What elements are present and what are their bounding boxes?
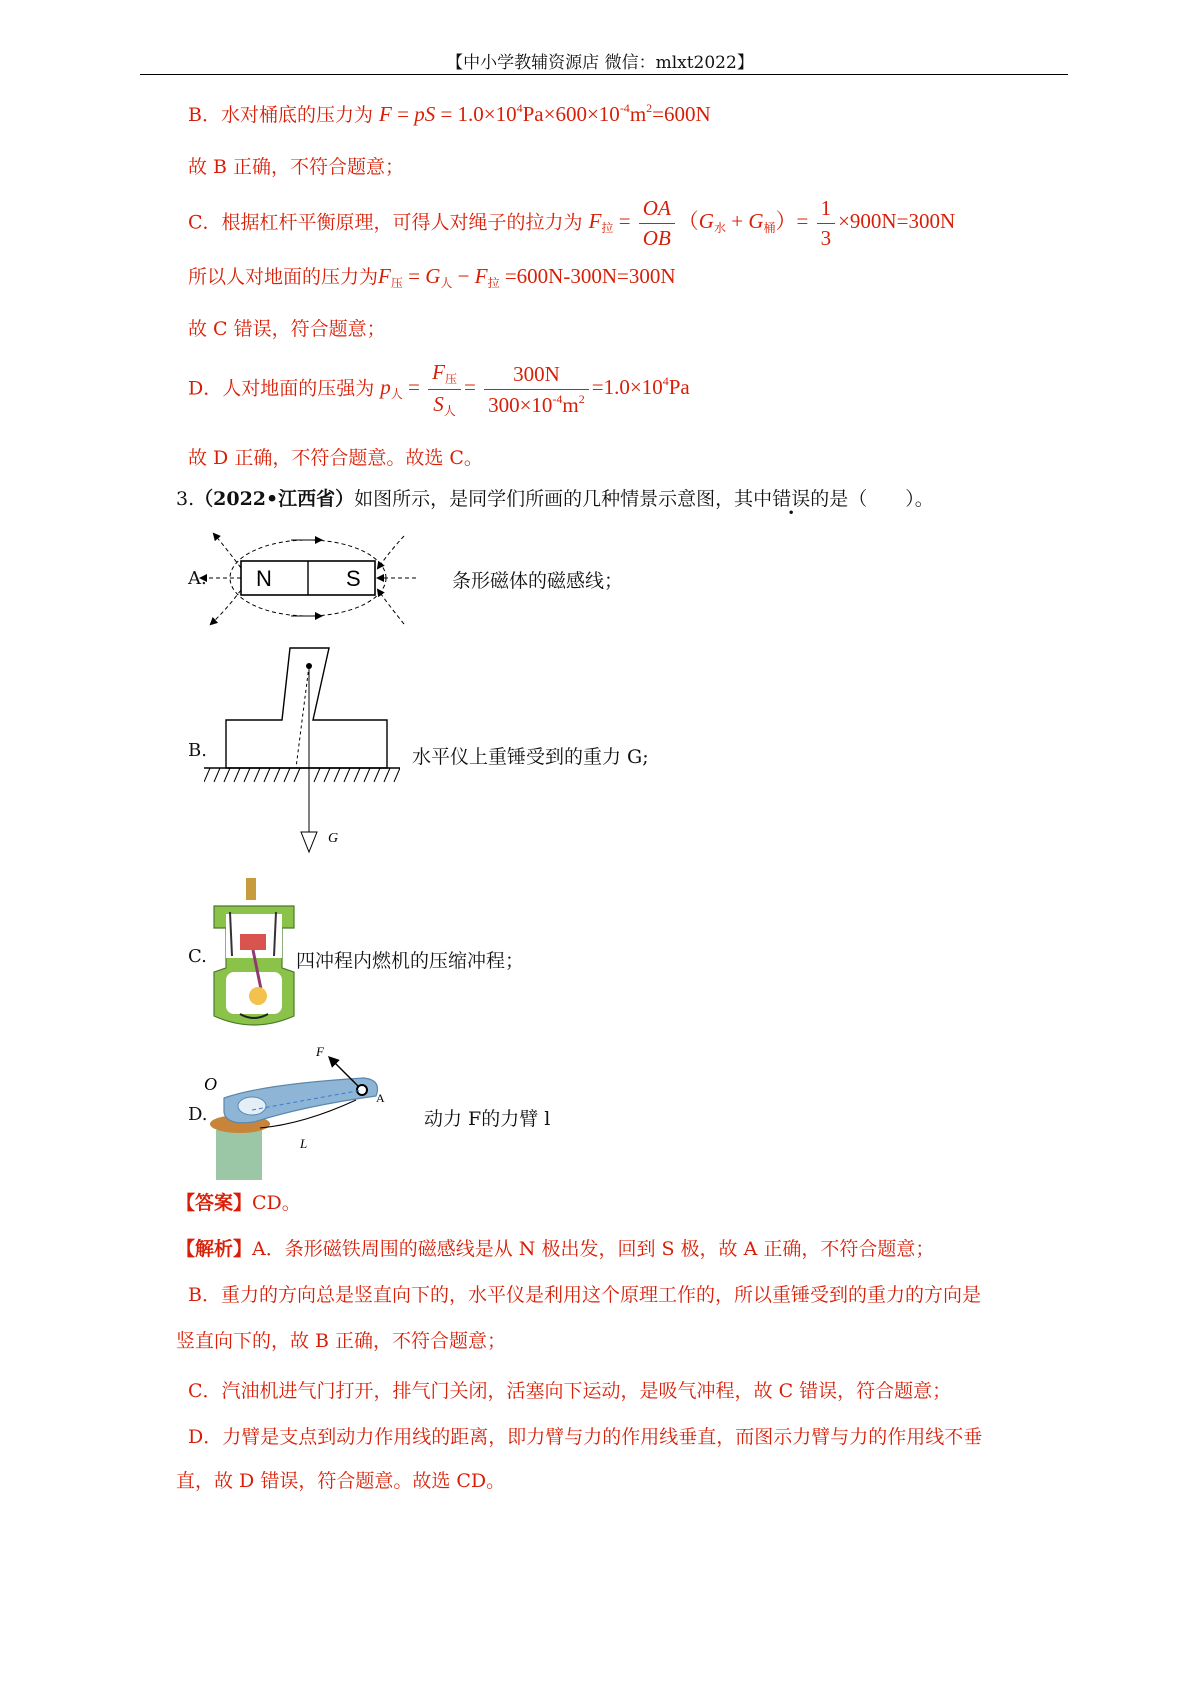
analysis-a: A．条形磁铁周围的磁感线是从 N 极出发，回到 S 极，故 A 正确，不符合题意； bbox=[252, 1238, 935, 1260]
lever-arm-label: L bbox=[300, 1136, 308, 1151]
prev-c-line bbox=[188, 196, 955, 251]
magnet-n-pole: N bbox=[256, 566, 272, 591]
analysis-a-line bbox=[176, 1234, 934, 1261]
option-a-label: A. bbox=[188, 568, 207, 589]
piston bbox=[240, 934, 266, 950]
magnet-s-pole: S bbox=[346, 566, 361, 591]
prev-d-line bbox=[188, 360, 690, 419]
answer-tag: 【答案】 bbox=[176, 1192, 253, 1214]
question-3 bbox=[176, 484, 934, 511]
option-c-label: C. bbox=[188, 946, 207, 967]
prev-c-conclusion: 故 C 错误，符合题意； bbox=[188, 318, 386, 340]
point-a-label: A bbox=[376, 1091, 385, 1105]
analysis-c: C．汽油机进气门打开，排气门关闭，活塞向下运动，是吸气冲程，故 C 错误，符合题意； bbox=[188, 1380, 952, 1402]
question-emphasis: 错误 bbox=[772, 488, 811, 510]
gravity-label: G bbox=[328, 831, 339, 846]
prev-c-formula: $F_拉$ = $\frac{OA}{OB}$ $(G_水 + G_桶)=$ $\frac{1}{3}$ ×900N=300N bbox=[588, 196, 956, 250]
prev-c-line2-formula: $F_压 = G_人 - F_拉 =600N-300N=300N$ bbox=[378, 264, 676, 290]
figure-bottle-opener bbox=[204, 1040, 400, 1180]
option-c-desc: 四冲程内燃机的压缩冲程； bbox=[296, 950, 525, 972]
prev-b-formula: F = pS = $1.0\times 10^4Pa\times 600\times 10^{-4}m^2=600N$ bbox=[379, 101, 711, 126]
pivot-label: O bbox=[204, 1074, 217, 1094]
force-label: F bbox=[316, 1044, 324, 1059]
prev-c-label: C．根据杠杆平衡原理，可得人对绳子的拉力为 bbox=[188, 211, 583, 234]
prev-c-line2-label: 所以人对地面的压力为 bbox=[188, 266, 379, 288]
answer-value: CD。 bbox=[252, 1192, 301, 1214]
analysis-tag: 【解析】 bbox=[176, 1238, 253, 1260]
analysis-d2: 直，故 D 错误，符合题意。故选 CD。 bbox=[176, 1470, 506, 1492]
prev-d-label: D．人对地面的压强为 bbox=[188, 377, 375, 400]
prev-c-line2 bbox=[188, 262, 676, 291]
prev-d-conclusion: 故 D 正确，不符合题意。故选 C。 bbox=[188, 447, 483, 469]
question-text-after: 的是（ ）。 bbox=[810, 488, 934, 510]
analysis-d1: D．力臂是支点到动力作用线的距离，即力臂与力的作用线垂直，而图示力臂与力的作用线不垂 bbox=[188, 1426, 983, 1448]
option-a-desc: 条形磁体的磁感线； bbox=[452, 570, 624, 592]
question-source: （2022•江西省） bbox=[194, 488, 355, 510]
prev-b-line bbox=[188, 100, 711, 127]
option-d-desc: 动力 F的力臂 l bbox=[424, 1108, 551, 1130]
prev-b-label: B．水对桶底的压力为 bbox=[188, 104, 373, 126]
question-number: 3. bbox=[176, 488, 195, 510]
header-rule bbox=[140, 74, 1068, 75]
question-text: 如图所示，是同学们所画的几种情景示意图，其中 bbox=[354, 488, 773, 510]
option-d-label: D. bbox=[188, 1104, 208, 1125]
analysis-b1: B．重力的方向总是竖直向下的，水平仪是利用这个原理工作的，所以重锤受到的重力的方向是 bbox=[188, 1284, 981, 1306]
analysis-b2: 竖直向下的，故 B 正确，不符合题意； bbox=[176, 1330, 507, 1352]
figure-level bbox=[204, 640, 400, 858]
option-b-label: B. bbox=[188, 740, 207, 761]
page-header: 【中小学教辅资源店 微信：mlxt2022】 bbox=[446, 53, 754, 73]
prev-d-formula: $p_人$ = $\frac{F_压}{S_人}$ = $\frac{300N}{300\times 10^{-4}m^2}$ $=1.0\times 10^4Pa$ bbox=[380, 360, 690, 418]
plumb-bob bbox=[301, 832, 317, 852]
option-b-desc: 水平仪上重锤受到的重力 G; bbox=[412, 746, 649, 768]
answer-line bbox=[176, 1188, 301, 1215]
prev-b-conclusion: 故 B 正确，不符合题意； bbox=[188, 156, 405, 178]
figure-magnet bbox=[196, 528, 446, 638]
figure-engine bbox=[210, 876, 298, 1028]
